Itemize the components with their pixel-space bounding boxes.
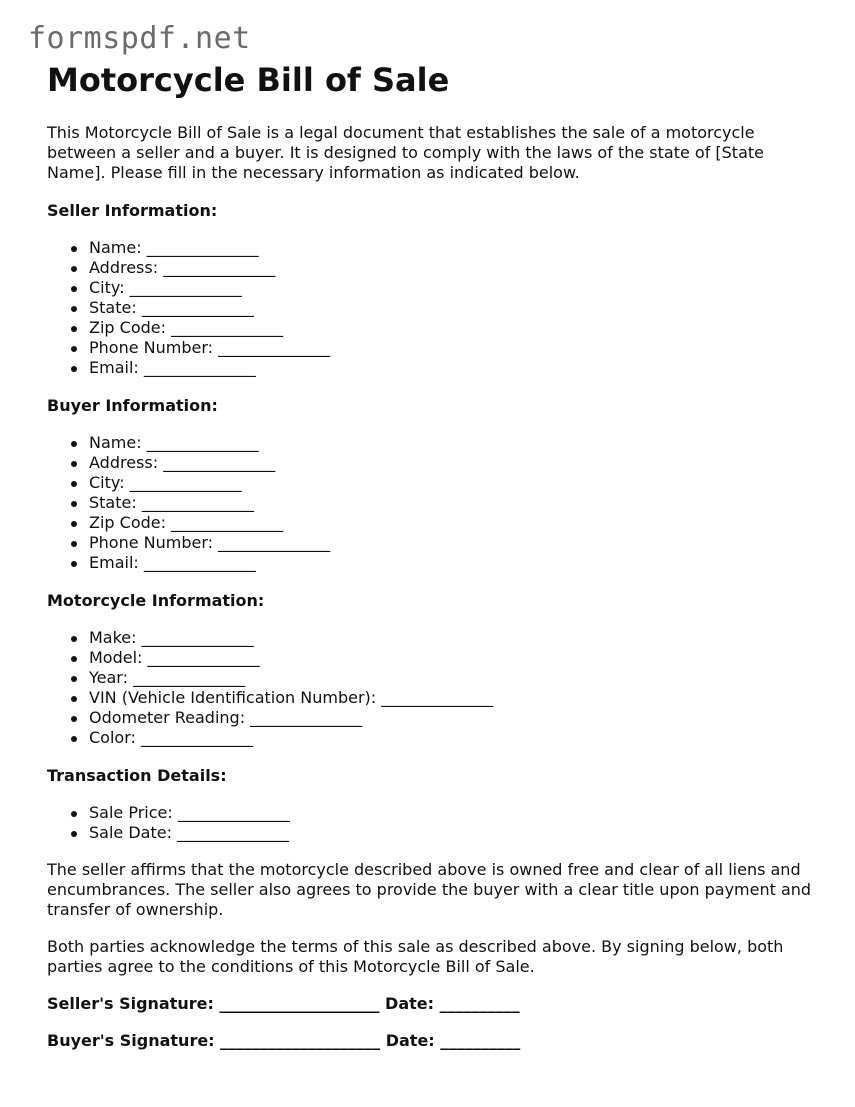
sale-date-field: Sale Date: ______________ [89,823,817,843]
seller-zip-field: Zip Code: ______________ [89,318,817,338]
seller-address-field: Address: ______________ [89,258,817,278]
motorcycle-model-field: Model: ______________ [89,648,817,668]
buyer-signature-line: Buyer's Signature: ____________________ Date: __________ [47,1031,521,1050]
buyer-name-field: Name: ______________ [89,433,817,453]
intro-paragraph: This Motorcycle Bill of Sale is a legal document that establishes the sale of a motorcycle between a seller and a buyer. It is designed to comply with the laws of the state of [State Name]. Please fill in the necessary information as indicated below. [47,123,764,182]
seller-city-field: City: ______________ [89,278,817,298]
acknowledgment-paragraph: Both parties acknowledge the terms of this sale as described above. By signing below, both parties agree to the conditions of this Motorcycle Bill of Sale. [47,937,784,976]
transaction-heading: Transaction Details: [47,766,227,785]
document-title: Motorcycle Bill of Sale [47,61,450,99]
buyer-heading: Buyer Information: [47,396,218,415]
watermark-text: formspdf.net [28,21,251,56]
seller-name-field: Name: ______________ [89,238,817,258]
buyer-field-list [47,433,817,573]
transaction-field-list [47,803,817,843]
seller-heading: Seller Information: [47,201,218,220]
motorcycle-color-field: Color: ______________ [89,728,817,748]
seller-field-list [47,238,817,378]
motorcycle-vin-field: VIN (Vehicle Identification Number): ______________ [89,688,817,708]
seller-email-field: Email: ______________ [89,358,817,378]
buyer-address-field: Address: ______________ [89,453,817,473]
document-page [47,60,817,1051]
motorcycle-field-list [47,628,817,748]
seller-phone-field: Phone Number: ______________ [89,338,817,358]
motorcycle-year-field: Year: ______________ [89,668,817,688]
buyer-state-field: State: ______________ [89,493,817,513]
motorcycle-heading: Motorcycle Information: [47,591,265,610]
seller-signature-line: Seller's Signature: ____________________ Date: __________ [47,994,520,1013]
buyer-zip-field: Zip Code: ______________ [89,513,817,533]
seller-state-field: State: ______________ [89,298,817,318]
buyer-email-field: Email: ______________ [89,553,817,573]
buyer-phone-field: Phone Number: ______________ [89,533,817,553]
buyer-city-field: City: ______________ [89,473,817,493]
sale-price-field: Sale Price: ______________ [89,803,817,823]
motorcycle-make-field: Make: ______________ [89,628,817,648]
motorcycle-odometer-field: Odometer Reading: ______________ [89,708,817,728]
affirmation-paragraph: The seller affirms that the motorcycle described above is owned free and clear of all liens and encumbrances. The seller also agrees to provide the buyer with a clear title upon payment and transfer of ownership. [47,860,812,919]
